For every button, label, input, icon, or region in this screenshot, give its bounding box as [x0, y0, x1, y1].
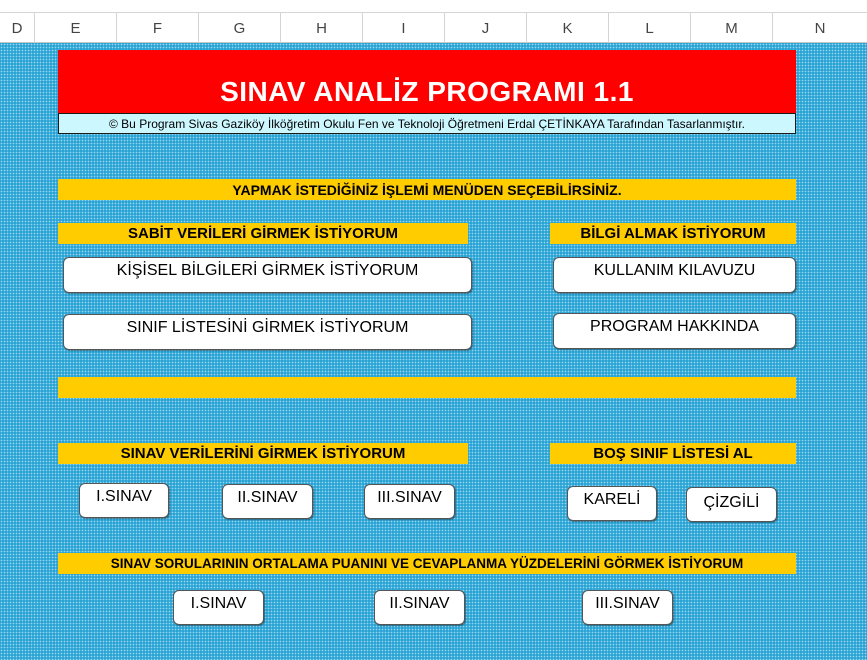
sinav-verileri-header: SINAV VERİLERİNİ GİRMEK İSTİYORUM — [58, 443, 468, 464]
instruction-banner: YAPMAK İSTEDİĞİNİZ İŞLEMİ MENÜDEN SEÇEBİLİRSİNİZ. — [58, 179, 796, 200]
sinav-veri-2-button[interactable]: II.SINAV — [222, 484, 313, 519]
sabit-veriler-header: SABİT VERİLERİ GİRMEK İSTİYORUM — [58, 223, 468, 244]
kisisel-bilgiler-button[interactable]: KİŞİSEL BİLGİLERİ GİRMEK İSTİYORUM — [63, 257, 472, 293]
bos-sinif-listesi-header: BOŞ SINIF LİSTESİ AL — [550, 443, 796, 464]
column-header-m[interactable]: M — [691, 13, 773, 43]
column-header-d[interactable]: D — [0, 13, 35, 43]
bilgi-almak-header: BİLGİ ALMAK İSTİYORUM — [550, 223, 796, 244]
sinav-veri-1-button[interactable]: I.SINAV — [79, 483, 169, 518]
column-header-j[interactable]: J — [445, 13, 527, 43]
column-header-g[interactable]: G — [199, 13, 281, 43]
column-header-e[interactable]: E — [35, 13, 117, 43]
sinav-veri-3-button[interactable]: III.SINAV — [364, 484, 455, 519]
ortalama-sinav-2-button[interactable]: II.SINAV — [374, 590, 465, 625]
copyright-notice: © Bu Program Sivas Gaziköy İlköğretim Okulu Fen ve Teknoloji Öğretmeni Erdal ÇETİNKAYA Tarafından Tasarlanmıştır. — [58, 113, 796, 134]
program-hakkinda-button[interactable]: PROGRAM HAKKINDA — [553, 313, 796, 349]
program-title: SINAV ANALİZ PROGRAMI 1.1 — [58, 50, 796, 113]
ortalama-sinav-1-button[interactable]: I.SINAV — [173, 590, 264, 625]
column-header-n[interactable]: N — [814, 19, 826, 37]
kareli-button[interactable]: KARELİ — [567, 486, 657, 521]
column-header-l[interactable]: L — [609, 13, 691, 43]
ortalama-puan-header: SINAV SORULARININ ORTALAMA PUANINI VE CEVAPLANMA YÜZDELERİNİ GÖRMEK İSTİYORUM — [58, 553, 796, 574]
sinif-listesi-button[interactable]: SINIF LİSTESİNİ GİRMEK İSTİYORUM — [63, 314, 472, 350]
ortalama-sinav-3-button[interactable]: III.SINAV — [582, 590, 673, 625]
cizgili-button[interactable]: ÇİZGİLİ — [686, 487, 777, 522]
column-header-h[interactable]: H — [281, 13, 363, 43]
column-header-k[interactable]: K — [527, 13, 609, 43]
column-header-bar — [0, 12, 867, 43]
column-header-i[interactable]: I — [363, 13, 445, 43]
column-header-f[interactable]: F — [117, 13, 199, 43]
separator-band — [58, 377, 796, 398]
kullanim-kilavuzu-button[interactable]: KULLANIM KILAVUZU — [553, 257, 796, 293]
